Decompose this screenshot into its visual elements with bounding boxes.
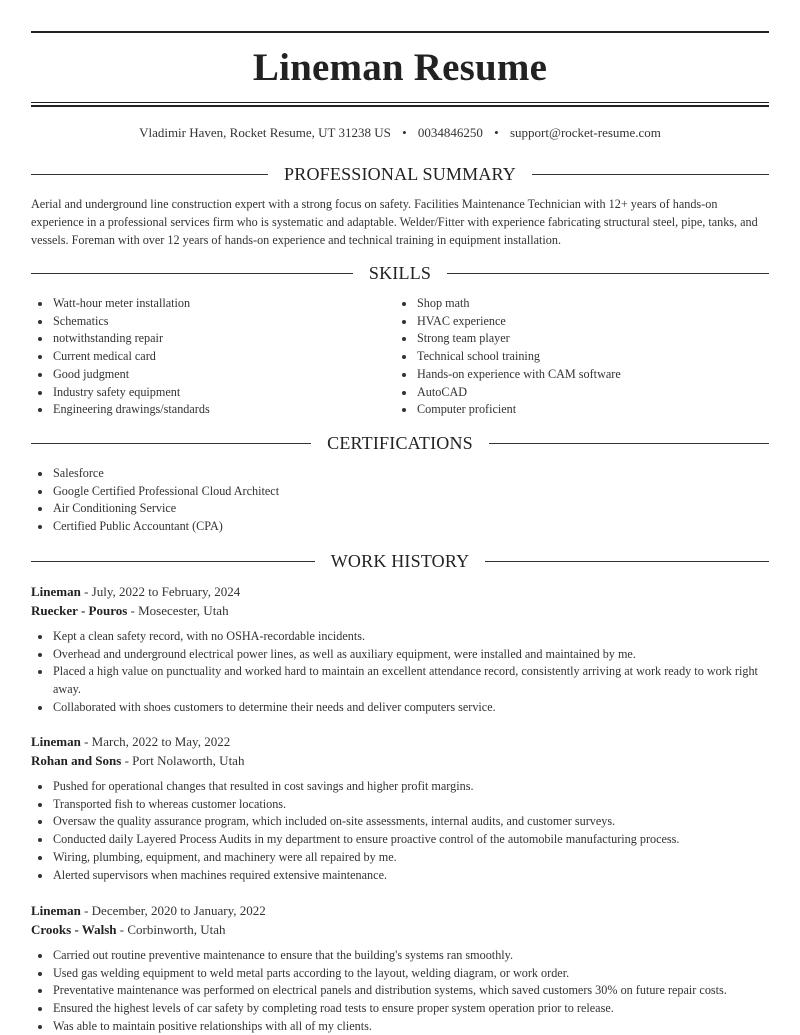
job-entry bbox=[31, 733, 769, 884]
divider bbox=[489, 443, 769, 444]
certification-item: Google Certified Professional Cloud Architect bbox=[31, 483, 769, 501]
job-dates: - July, 2022 to February, 2024 bbox=[80, 584, 241, 599]
job-entry bbox=[31, 902, 769, 1035]
job-bullet: Was able to maintain positive relationships with all of my clients. bbox=[31, 1018, 769, 1035]
title-rule-thin bbox=[31, 102, 769, 103]
job-bullet: Placed a high value on punctuality and worked hard to maintain an excellent attendance record, consistently arriving at work ready to work right away. bbox=[31, 663, 769, 698]
job-bullets bbox=[31, 778, 769, 884]
job-bullet: Kept a clean safety record, with no OSHA-recordable incidents. bbox=[31, 628, 769, 646]
divider bbox=[532, 174, 769, 175]
divider bbox=[31, 174, 268, 175]
skill-item: Schematics bbox=[31, 313, 391, 331]
job-title: Lineman bbox=[31, 734, 81, 749]
section-title: CERTIFICATIONS bbox=[327, 433, 473, 453]
skill-item: Technical school training bbox=[395, 348, 769, 366]
job-entry bbox=[31, 583, 769, 717]
skill-item: Shop math bbox=[395, 295, 769, 313]
bullet-separator: • bbox=[402, 125, 407, 140]
job-bullet: Collaborated with shoes customers to determine their needs and deliver computers service. bbox=[31, 699, 769, 717]
skill-item: Hands-on experience with CAM software bbox=[395, 366, 769, 384]
company-name: Rohan and Sons bbox=[31, 752, 122, 768]
job-company-line bbox=[31, 602, 769, 621]
job-company-line bbox=[31, 752, 769, 771]
job-title: Lineman bbox=[31, 903, 81, 918]
job-bullet: Carried out routine preventive maintenance to ensure that the building's systems ran smoothly. bbox=[31, 947, 769, 965]
contact-email: support@rocket-resume.com bbox=[509, 125, 661, 140]
certification-item: Salesforce bbox=[31, 465, 769, 483]
job-bullets bbox=[31, 947, 769, 1035]
job-company-line bbox=[31, 921, 769, 940]
top-rule bbox=[31, 31, 769, 33]
skill-item: Watt-hour meter installation bbox=[31, 295, 391, 313]
job-bullets bbox=[31, 628, 769, 717]
certification-item: Air Conditioning Service bbox=[31, 500, 769, 518]
skill-item: Current medical card bbox=[31, 348, 391, 366]
section-heading-skills bbox=[31, 262, 769, 284]
section-heading-certifications bbox=[31, 432, 769, 454]
skill-item: Computer proficient bbox=[395, 401, 769, 419]
job-bullet: Preventative maintenance was performed on electrical panels and distribution systems, which saved customers 30% on future repair costs. bbox=[31, 982, 769, 1000]
contact-phone: 0034846250 bbox=[417, 125, 483, 140]
certifications-list bbox=[31, 465, 769, 536]
skill-item: Engineering drawings/standards bbox=[31, 401, 391, 419]
job-title-line bbox=[31, 902, 769, 921]
job-title-line bbox=[31, 583, 769, 602]
company-location: - Corbinworth, Utah bbox=[116, 921, 226, 937]
skill-item: AutoCAD bbox=[395, 384, 769, 402]
job-dates: - March, 2022 to May, 2022 bbox=[80, 734, 231, 749]
title-rule-thick bbox=[31, 105, 769, 107]
job-bullet: Alerted supervisors when machines required extensive maintenance. bbox=[31, 867, 769, 885]
company-location: - Port Nolaworth, Utah bbox=[121, 752, 245, 768]
job-bullet: Used gas welding equipment to weld metal parts according to the layout, welding diagram, or work order. bbox=[31, 965, 769, 983]
bullet-separator: • bbox=[494, 125, 499, 140]
skill-item: HVAC experience bbox=[395, 313, 769, 331]
contact-address: Vladimir Haven, Rocket Resume, UT 31238 US bbox=[139, 125, 391, 140]
divider bbox=[31, 273, 353, 274]
section-heading-work-history bbox=[31, 550, 769, 572]
skill-item: Strong team player bbox=[395, 330, 769, 348]
section-heading-summary bbox=[31, 163, 769, 185]
contact-line bbox=[31, 124, 769, 142]
skill-item: Good judgment bbox=[31, 366, 391, 384]
job-title: Lineman bbox=[31, 584, 81, 599]
skills-list-left bbox=[31, 295, 391, 419]
job-bullet: Oversaw the quality assurance program, which included on-site assessments, internal audits, and customer surveys. bbox=[31, 813, 769, 831]
skills-list-right bbox=[395, 295, 769, 419]
job-dates: - December, 2020 to January, 2022 bbox=[80, 903, 266, 918]
section-title: SKILLS bbox=[368, 263, 432, 283]
page-title: Lineman Resume bbox=[252, 46, 548, 89]
company-name: Crooks - Walsh bbox=[31, 921, 117, 937]
company-name: Ruecker - Pouros bbox=[31, 602, 128, 618]
summary-text: Aerial and underground line construction expert with a strong focus on safety. Facilities Maintenance Technician with 12+ years of hands-on experience in a professional services firm who is systematic and adaptable. Welder/Fitter with experience fabricating structural steel, pipe, tanks, and vessels. Foreman with over 12 years of hands-on experience and technical training in equipment installation. bbox=[31, 197, 758, 247]
certification-item: Certified Public Accountant (CPA) bbox=[31, 518, 769, 536]
job-bullet: Transported fish to whereas customer locations. bbox=[31, 796, 769, 814]
job-bullet: Wiring, plumbing, equipment, and machinery were all repaired by me. bbox=[31, 849, 769, 867]
skill-item: notwithstanding repair bbox=[31, 330, 391, 348]
job-bullet: Ensured the highest levels of car safety by completing road tests to ensure proper system operation prior to release. bbox=[31, 1000, 769, 1018]
divider bbox=[447, 273, 769, 274]
divider bbox=[31, 561, 315, 562]
job-bullet: Conducted daily Layered Process Audits in my department to ensure proactive control of the automobile manufacturing process. bbox=[31, 831, 769, 849]
divider bbox=[485, 561, 769, 562]
job-bullet: Overhead and underground electrical power lines, as well as auxiliary equipment, were installed and maintained by me. bbox=[31, 646, 769, 664]
company-location: - Mosecester, Utah bbox=[127, 602, 229, 618]
divider bbox=[31, 443, 311, 444]
section-title: PROFESSIONAL SUMMARY bbox=[284, 164, 516, 184]
skill-item: Industry safety equipment bbox=[31, 384, 391, 402]
job-title-line bbox=[31, 733, 769, 752]
job-bullet: Pushed for operational changes that resulted in cost savings and higher profit margins. bbox=[31, 778, 769, 796]
section-title: WORK HISTORY bbox=[330, 551, 470, 571]
